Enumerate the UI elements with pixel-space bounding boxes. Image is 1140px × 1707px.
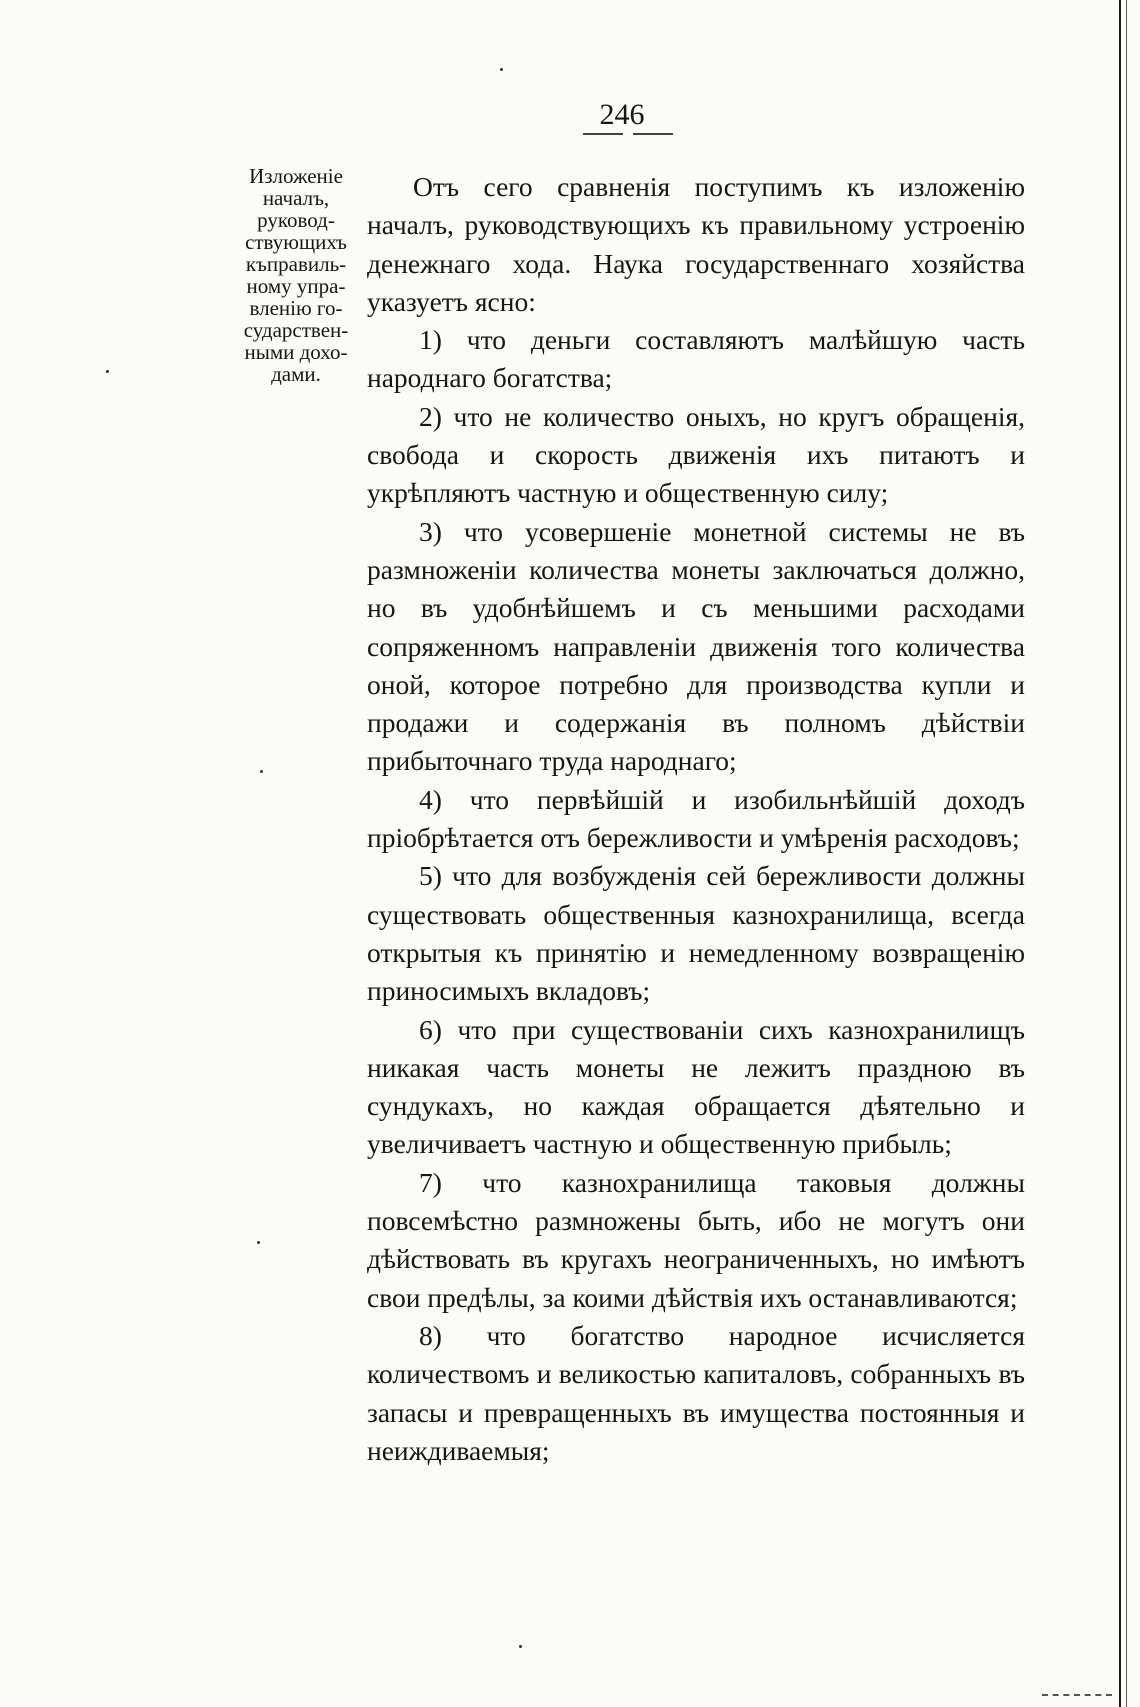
list-item-4: 4) что первѣйшій и изобильнѣйшій доходъ пріобрѣтается отъ бережливости и умѣренія расходовъ; [367, 783, 1025, 854]
margin-note-line: сударствен- [243, 318, 349, 342]
page-number: 246 [599, 98, 645, 131]
margin-note [222, 165, 370, 385]
page-number-underline [583, 133, 673, 135]
margin-note-line: вленію го- [249, 296, 343, 320]
list-item-1: 1) что деньги составляютъ малѣйшую часть народнаго богатства; [367, 324, 1025, 394]
margin-note-line: дами. [271, 362, 321, 386]
scan-speck [519, 1645, 522, 1648]
scan-speck [106, 370, 109, 373]
scan-speck [500, 68, 503, 71]
list-item-6: 6) что при существованіи сихъ казнохранилищъ никакая часть монеты не лежитъ праздною въ сундукахъ, но каждая обращается дѣятельно и увеличиваетъ частную и общественную прибыль; [367, 1013, 1025, 1160]
list-item-2: 2) что не количество оныхъ, но кругъ обращенія, свобода и скорость движенія ихъ питаютъ и укрѣпляютъ частную и общественную силу; [367, 400, 1025, 509]
margin-note-line: началъ, [262, 186, 330, 210]
margin-note-line: ствующихъ [245, 230, 347, 254]
list-item-7: 7) что казнохранилища таковыя должны повсемѣстно размножены быть, ибо не могутъ они дѣйствовать въ кругахъ неограниченныхъ, но имѣютъ свои предѣлы, за коими дѣйствія ихъ останавливаются; [367, 1166, 1025, 1313]
scan-border-line-secondary [1126, 0, 1127, 1707]
scan-speck [257, 1241, 260, 1244]
intro-paragraph: Отъ сего сравненія поступимъ къ изложенію началъ, руководствующихъ къ правильному устроенію денежнаго хода. Наука государственнаго хозяйства указуетъ ясно: [367, 171, 1025, 317]
list-item-3: 3) что усовершеніе монетной системы не въ размноженіи количества монеты заключаться должно, но въ удобнѣйшемъ и съ меньшими расходами сопряженномъ направленіи движенія того количества оной, которое потребно для производства купли и продажи и содержанія въ полномъ дѣйствіи прибыточнаго труда народнаго; [367, 515, 1025, 777]
margin-note-line: ными дохо- [244, 340, 348, 364]
scan-speck [260, 770, 263, 773]
scan-bottom-mark [1042, 1694, 1112, 1696]
margin-note-line: къправиль- [245, 252, 347, 276]
scan-border-line [1119, 0, 1121, 1707]
margin-note-line: ному упра- [246, 274, 346, 298]
margin-note-line: руковод- [257, 208, 335, 232]
list-item-5: 5) что для возбужденія сей бережливости должны существовать общественныя казнохранилища, всегда открытыя къ принятію и немедленному возвращенію приносимыхъ вкладовъ; [367, 860, 1025, 1007]
body-text [367, 168, 1025, 1470]
list-item-8: 8) что богатство народное исчисляется количествомъ и великостью капиталовъ, собранныхъ въ запасы и превращенныхъ въ имущества постоянныя и неиждиваемыя; [367, 1319, 1025, 1466]
margin-note-line: Изложеніе [249, 164, 343, 188]
